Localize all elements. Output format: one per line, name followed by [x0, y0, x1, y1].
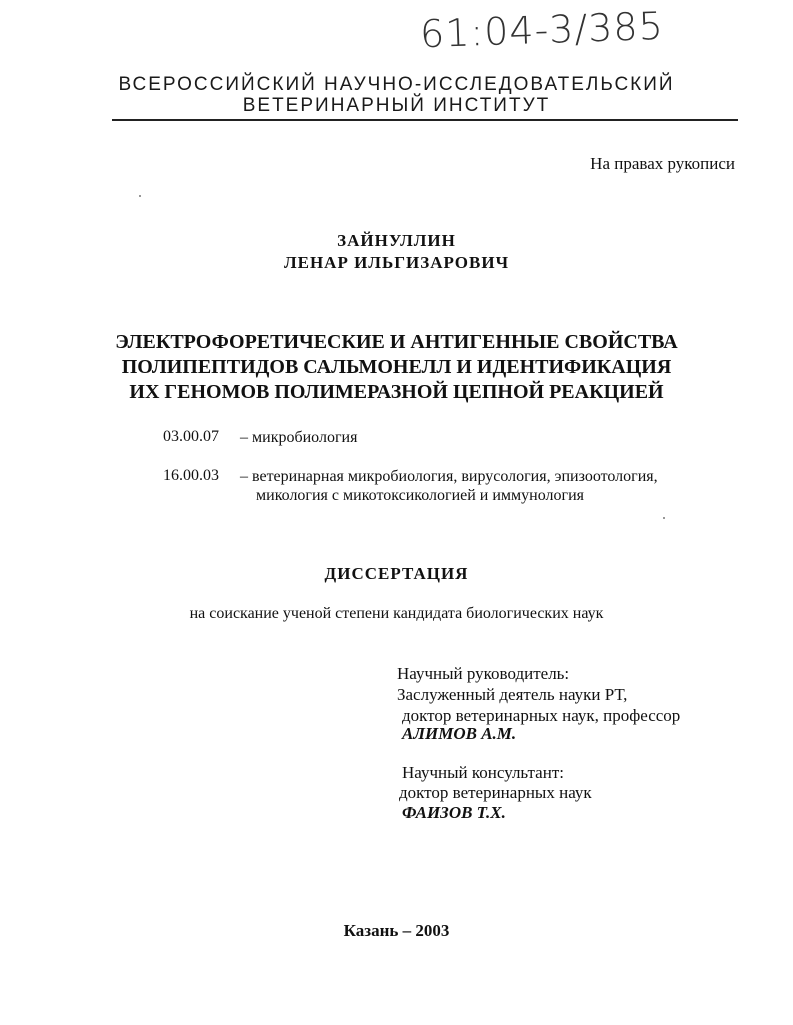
- manuscript-rights-note: На правах рукописи: [590, 154, 735, 173]
- header-rule: [112, 119, 738, 121]
- consultant-degree: доктор ветеринарных наук: [399, 783, 592, 802]
- degree-statement: на соискание ученой степени кандидата биологических наук: [189, 605, 604, 622]
- consultant-name: ФАИЗОВ Т.Х.: [402, 803, 506, 822]
- handwritten-catalog-code: 61:04-3/385: [419, 3, 665, 57]
- supervisor-role: Научный руководитель:: [397, 664, 570, 683]
- scan-speck: [139, 195, 141, 197]
- author-given-names: ЛЕНАР ИЛЬГИЗАРОВИЧ: [283, 253, 510, 272]
- city-and-year: Казань – 2003: [343, 921, 450, 940]
- supervisor-name: АЛИМОВ А.М.: [402, 724, 517, 743]
- document-type-heading: ДИССЕРТАЦИЯ: [324, 564, 469, 583]
- thesis-title-line-3: ИХ ГЕНОМОВ ПОЛИМЕРАЗНОЙ ЦЕПНОЙ РЕАКЦИЕЙ: [129, 381, 664, 403]
- institution-line-1: ВСЕРОССИЙСКИЙ НАУЧНО-ИССЛЕДОВАТЕЛЬСКИЙ: [118, 74, 675, 95]
- specialty-code: 03.00.07: [163, 428, 219, 445]
- specialty-description: – ветеринарная микробиология, вирусология, эпизоотология,: [240, 468, 658, 485]
- institution-line-2: ВЕТЕРИНАРНЫЙ ИНСТИТУТ: [242, 95, 551, 116]
- specialty-description-continued: микология с микотоксикологией и иммунология: [256, 487, 584, 504]
- specialty-description: – микробиология: [240, 429, 358, 446]
- author-surname: ЗАЙНУЛЛИН: [337, 231, 456, 250]
- supervisor-title: Заслуженный деятель науки РТ,: [397, 685, 628, 704]
- supervisor-degree: доктор ветеринарных наук, профессор: [402, 706, 681, 725]
- thesis-title-line-2: ПОЛИПЕПТИДОВ САЛЬМОНЕЛЛ И ИДЕНТИФИКАЦИЯ: [121, 356, 672, 378]
- scan-speck: [663, 517, 665, 519]
- thesis-title-line-1: ЭЛЕКТРОФОРЕТИЧЕСКИЕ И АНТИГЕННЫЕ СВОЙСТВА: [115, 331, 678, 353]
- consultant-role: Научный консультант:: [402, 763, 564, 782]
- specialty-code: 16.00.03: [163, 467, 219, 484]
